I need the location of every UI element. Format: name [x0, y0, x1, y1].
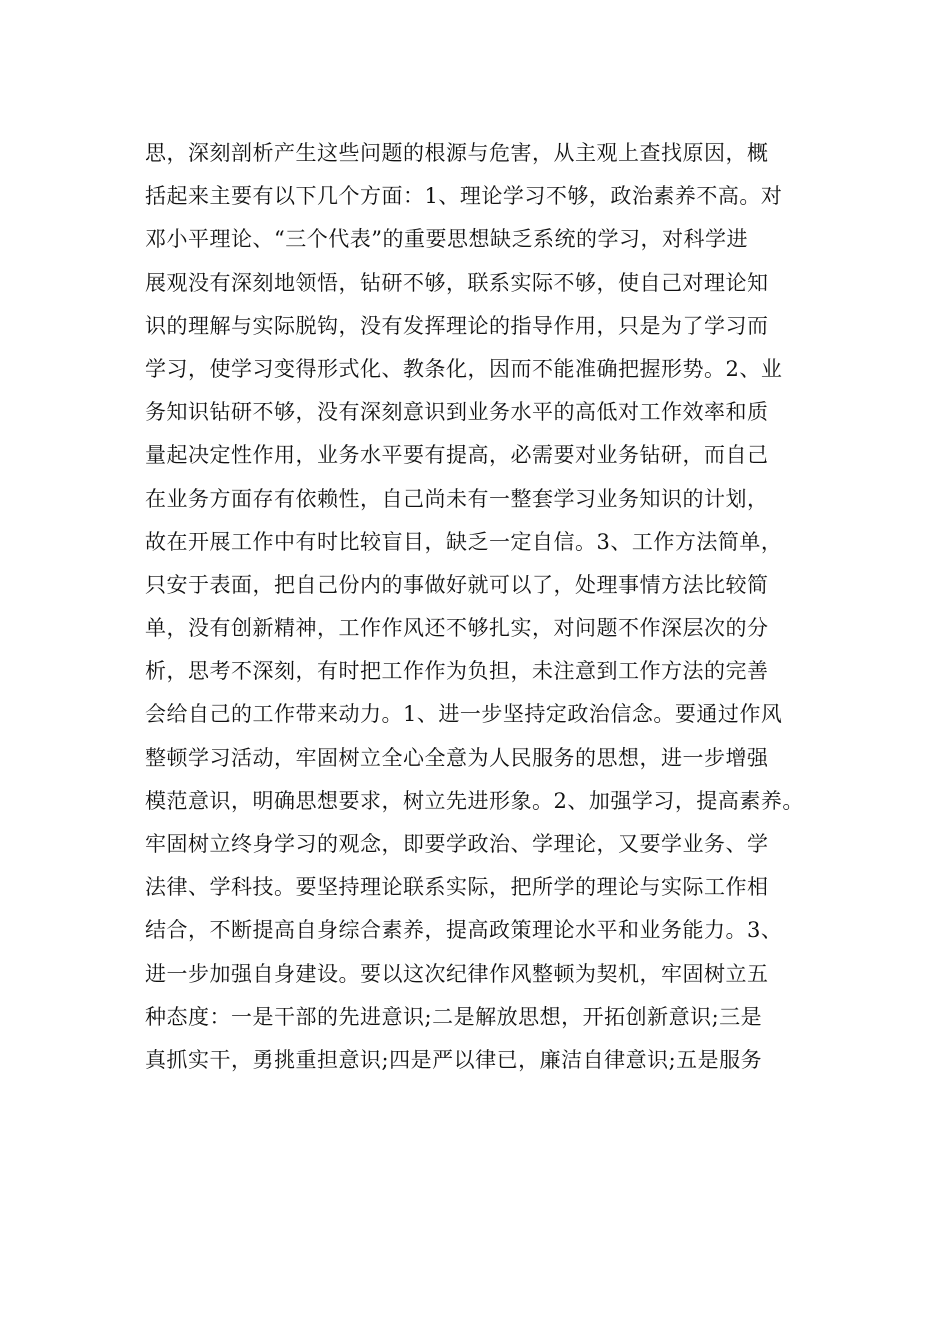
text-line: 只安于表面，把自己份内的事做好就可以了，处理事情方法比较简: [145, 572, 769, 597]
text-line: 学习，使学习变得形式化、教条化，因而不能准确把握形势。2、业: [145, 356, 783, 381]
text-line: 结合，不断提高自身综合素养，提高政策理论水平和业务能力。3、: [145, 918, 783, 943]
text-line: 种态度：一是干部的先进意识;二是解放思想，开拓创新意识;三是: [145, 1004, 763, 1029]
text-line: 析，思考不深刻，有时把工作作为负担，未注意到工作方法的完善: [145, 659, 769, 684]
text-line: 括起来主要有以下几个方面：1、理论学习不够，政治素养不高。对: [145, 184, 783, 209]
text-line: 在业务方面存有依赖性，自己尚未有一整套学习业务知识的计划，: [145, 486, 769, 511]
text-line: 整顿学习活动，牢固树立全心全意为人民服务的思想，进一步增强: [145, 745, 769, 770]
text-line: 故在开展工作中有时比较盲目，缺乏一定自信。3、工作方法简单，: [145, 529, 783, 554]
text-line: 务知识钻研不够，没有深刻意识到业务水平的高低对工作效率和质: [145, 400, 769, 425]
text-line: 邓小平理论、“三个代表”的重要思想缺乏系统的学习，对科学进: [145, 227, 748, 252]
text-line: 识的理解与实际脱钩，没有发挥理论的指导作用，只是为了学习而: [145, 313, 769, 338]
text-line: 进一步加强自身建设。要以这次纪律作风整顿为契机，牢固树立五: [145, 961, 769, 986]
text-line: 会给自己的工作带来动力。1、进一步坚持定政治信念。要通过作风: [145, 702, 783, 727]
text-line: 牢固树立终身学习的观念，即要学政治、学理论，又要学业务、学: [145, 832, 769, 856]
text-line: 模范意识，明确思想要求，树立先进形象。2、加强学习，提高素养。: [145, 788, 804, 813]
text-line: 思，深刻剖析产生这些问题的根源与危害，从主观上查找原因，概: [145, 141, 769, 165]
text-line: 法律、学科技。要坚持理论联系实际，把所学的理论与实际工作相: [145, 875, 769, 900]
body-text: [145, 132, 825, 1082]
text-line: 单，没有创新精神，工作作风还不够扎实，对问题不作深层次的分: [145, 616, 769, 641]
text-line: 展观没有深刻地领悟，钻研不够，联系实际不够，使自己对理论知: [145, 270, 769, 295]
text-line: 量起决定性作用，业务水平要有提高，必需要对业务钻研，而自己: [145, 443, 769, 468]
text-line: 真抓实干，勇挑重担意识;四是严以律已，廉洁自律意识;五是服务: [145, 1047, 763, 1072]
